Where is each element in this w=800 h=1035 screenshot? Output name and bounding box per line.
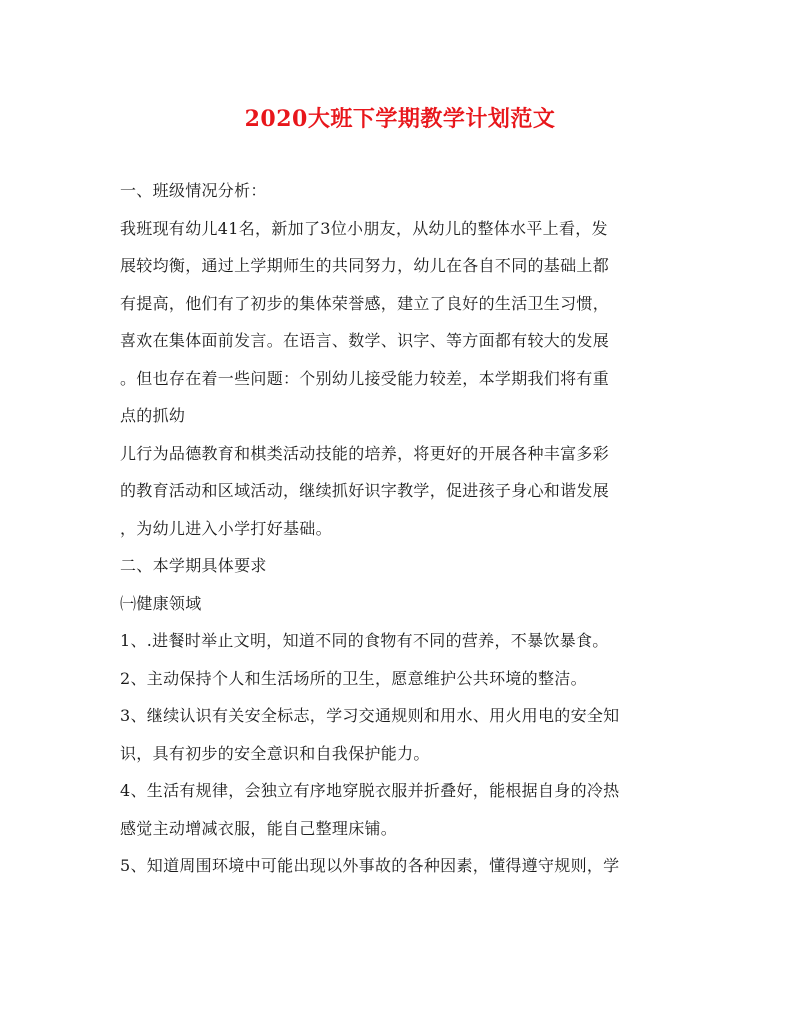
list-item-3: 3、继续认识有关安全标志，学习交通规则和用水、用火用电的安全知 bbox=[120, 706, 620, 725]
paragraph-line: 喜欢在集体面前发言。在语言、数学、识字、等方面都有较大的发展 bbox=[120, 331, 610, 350]
paragraph-line: 我班现有幼儿41名，新加了3位小朋友，从幼儿的整体水平上看，发 bbox=[120, 218, 608, 238]
document-title: 2020大班下学期教学计划范文 bbox=[244, 106, 556, 132]
paragraph-line: 。但也存在着一些问题：个别幼儿接受能力较差，本学期我们将有重 bbox=[120, 368, 610, 388]
paragraph-line: 儿行为品德教育和棋类活动技能的培养，将更好的开展各种丰富多彩 bbox=[120, 443, 610, 463]
section-heading-class-analysis: 一、班级情况分析： bbox=[120, 181, 267, 200]
subsection-heading-health: ㈠健康领域 bbox=[120, 593, 202, 613]
paragraph-line: 有提高，他们有了初步的集体荣誉感，建立了良好的生活卫生习惯， bbox=[120, 293, 610, 313]
paragraph-line: 的教育活动和区域活动，继续抓好识字教学，促进孩子身心和谐发展 bbox=[120, 481, 610, 500]
list-item-4-continued: 感觉主动增减衣服，能自己整理床铺。 bbox=[120, 818, 398, 838]
paragraph-line: 展较均衡，通过上学期师生的共同努力，幼儿在各自不同的基础上都 bbox=[120, 256, 610, 275]
list-item-5: 5、知道周围环境中可能出现以外事故的各种因素，懂得遵守规则，学 bbox=[120, 856, 620, 875]
document-body bbox=[120, 172, 686, 885]
list-item-3-continued: 识，具有初步的安全意识和自我保护能力。 bbox=[120, 743, 430, 763]
list-item-4: 4、生活有规律，会独立有序地穿脱衣服并折叠好，能根据自身的冷热 bbox=[120, 781, 620, 800]
list-item-1: 1、.进餐时举止文明，知道不同的食物有不同的营养，不暴饮暴食。 bbox=[120, 631, 609, 650]
paragraph-line: 点的抓幼 bbox=[120, 406, 186, 425]
list-item-2: 2、主动保持个人和生活场所的卫生，愿意维护公共环境的整洁。 bbox=[120, 668, 587, 688]
paragraph-line: ，为幼儿进入小学打好基础。 bbox=[120, 518, 332, 538]
section-heading-requirements: 二、本学期具体要求 bbox=[120, 556, 267, 575]
